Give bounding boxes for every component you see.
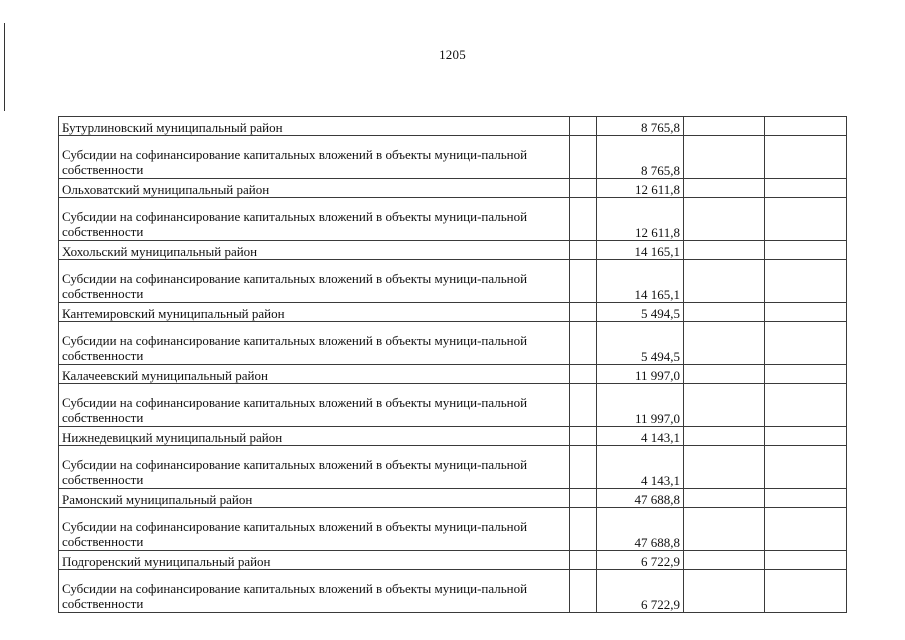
district-name-cell: Калачеевский муниципальный район bbox=[59, 365, 570, 384]
table-row-subsidy bbox=[59, 260, 847, 303]
district-name-cell: Хохольский муниципальный район bbox=[59, 241, 570, 260]
subsidy-name-cell: Субсидии на софинансирование капитальных вложений в объекты муници-пальной собственности bbox=[59, 570, 570, 613]
table-row-subsidy bbox=[59, 508, 847, 551]
amount-cell: 4 143,1 bbox=[597, 427, 684, 446]
table-row-subsidy bbox=[59, 198, 847, 241]
district-name-cell: Рамонский муниципальный район bbox=[59, 489, 570, 508]
table-row-district bbox=[59, 489, 847, 508]
table-row-district bbox=[59, 365, 847, 384]
code-cell bbox=[570, 117, 597, 136]
table-row-district bbox=[59, 427, 847, 446]
amount-cell: 4 143,1 bbox=[597, 446, 684, 489]
code-cell bbox=[570, 365, 597, 384]
code-cell bbox=[570, 260, 597, 303]
code-cell bbox=[570, 384, 597, 427]
page-number: 1205 bbox=[439, 47, 466, 62]
district-name-cell: Нижнедевицкий муниципальный район bbox=[59, 427, 570, 446]
amount-cell: 47 688,8 bbox=[597, 489, 684, 508]
empty-cell bbox=[765, 489, 847, 508]
amount-cell: 47 688,8 bbox=[597, 508, 684, 551]
empty-cell bbox=[684, 384, 765, 427]
district-name-cell: Бутурлиновский муниципальный район bbox=[59, 117, 570, 136]
empty-cell bbox=[765, 446, 847, 489]
amount-cell: 12 611,8 bbox=[597, 198, 684, 241]
empty-cell bbox=[684, 551, 765, 570]
empty-cell bbox=[765, 365, 847, 384]
code-cell bbox=[570, 427, 597, 446]
empty-cell bbox=[684, 117, 765, 136]
empty-cell bbox=[765, 508, 847, 551]
empty-cell bbox=[684, 179, 765, 198]
table-row-district bbox=[59, 179, 847, 198]
empty-cell bbox=[765, 260, 847, 303]
empty-cell bbox=[765, 198, 847, 241]
amount-cell: 6 722,9 bbox=[597, 570, 684, 613]
subsidy-name-cell: Субсидии на софинансирование капитальных вложений в объекты муници-пальной собственности bbox=[59, 384, 570, 427]
empty-cell bbox=[684, 570, 765, 613]
empty-cell bbox=[765, 241, 847, 260]
district-name-cell: Кантемировский муниципальный район bbox=[59, 303, 570, 322]
empty-cell bbox=[684, 260, 765, 303]
empty-cell bbox=[684, 136, 765, 179]
code-cell bbox=[570, 322, 597, 365]
empty-cell bbox=[684, 365, 765, 384]
table-row-district bbox=[59, 551, 847, 570]
empty-cell bbox=[765, 427, 847, 446]
empty-cell bbox=[684, 198, 765, 241]
amount-cell: 8 765,8 bbox=[597, 117, 684, 136]
empty-cell bbox=[684, 303, 765, 322]
subsidy-name-cell: Субсидии на софинансирование капитальных вложений в объекты муници-пальной собственности bbox=[59, 198, 570, 241]
code-cell bbox=[570, 508, 597, 551]
subsidy-name-cell: Субсидии на софинансирование капитальных вложений в объекты муници-пальной собственности bbox=[59, 446, 570, 489]
empty-cell bbox=[684, 508, 765, 551]
code-cell bbox=[570, 489, 597, 508]
code-cell bbox=[570, 179, 597, 198]
code-cell bbox=[570, 446, 597, 489]
subsidy-name-cell: Субсидии на софинансирование капитальных вложений в объекты муници-пальной собственности bbox=[59, 136, 570, 179]
empty-cell bbox=[684, 427, 765, 446]
code-cell bbox=[570, 198, 597, 241]
table-row-subsidy bbox=[59, 570, 847, 613]
amount-cell: 12 611,8 bbox=[597, 179, 684, 198]
amount-cell: 6 722,9 bbox=[597, 551, 684, 570]
empty-cell bbox=[765, 322, 847, 365]
table-row-subsidy bbox=[59, 136, 847, 179]
district-name-cell: Подгоренский муниципальный район bbox=[59, 551, 570, 570]
empty-cell bbox=[765, 551, 847, 570]
amount-cell: 14 165,1 bbox=[597, 241, 684, 260]
empty-cell bbox=[765, 117, 847, 136]
table-row-subsidy bbox=[59, 322, 847, 365]
subsidy-name-cell: Субсидии на софинансирование капитальных вложений в объекты муници-пальной собственности bbox=[59, 260, 570, 303]
table-row-district bbox=[59, 117, 847, 136]
empty-cell bbox=[765, 570, 847, 613]
code-cell bbox=[570, 241, 597, 260]
empty-cell bbox=[765, 384, 847, 427]
subsidy-name-cell: Субсидии на софинансирование капитальных вложений в объекты муници-пальной собственности bbox=[59, 322, 570, 365]
amount-cell: 5 494,5 bbox=[597, 303, 684, 322]
table-row-subsidy bbox=[59, 446, 847, 489]
amount-cell: 14 165,1 bbox=[597, 260, 684, 303]
district-name-cell: Ольховатский муниципальный район bbox=[59, 179, 570, 198]
budget-table bbox=[58, 116, 847, 613]
code-cell bbox=[570, 303, 597, 322]
amount-cell: 11 997,0 bbox=[597, 365, 684, 384]
code-cell bbox=[570, 136, 597, 179]
empty-cell bbox=[684, 241, 765, 260]
empty-cell bbox=[684, 322, 765, 365]
table-row-district bbox=[59, 303, 847, 322]
empty-cell bbox=[765, 179, 847, 198]
empty-cell bbox=[684, 446, 765, 489]
scan-edge-line bbox=[4, 23, 5, 111]
table-row-subsidy bbox=[59, 384, 847, 427]
amount-cell: 11 997,0 bbox=[597, 384, 684, 427]
table-row-district bbox=[59, 241, 847, 260]
empty-cell bbox=[684, 489, 765, 508]
empty-cell bbox=[765, 136, 847, 179]
amount-cell: 8 765,8 bbox=[597, 136, 684, 179]
code-cell bbox=[570, 570, 597, 613]
code-cell bbox=[570, 551, 597, 570]
amount-cell: 5 494,5 bbox=[597, 322, 684, 365]
subsidy-name-cell: Субсидии на софинансирование капитальных вложений в объекты муници-пальной собственности bbox=[59, 508, 570, 551]
empty-cell bbox=[765, 303, 847, 322]
